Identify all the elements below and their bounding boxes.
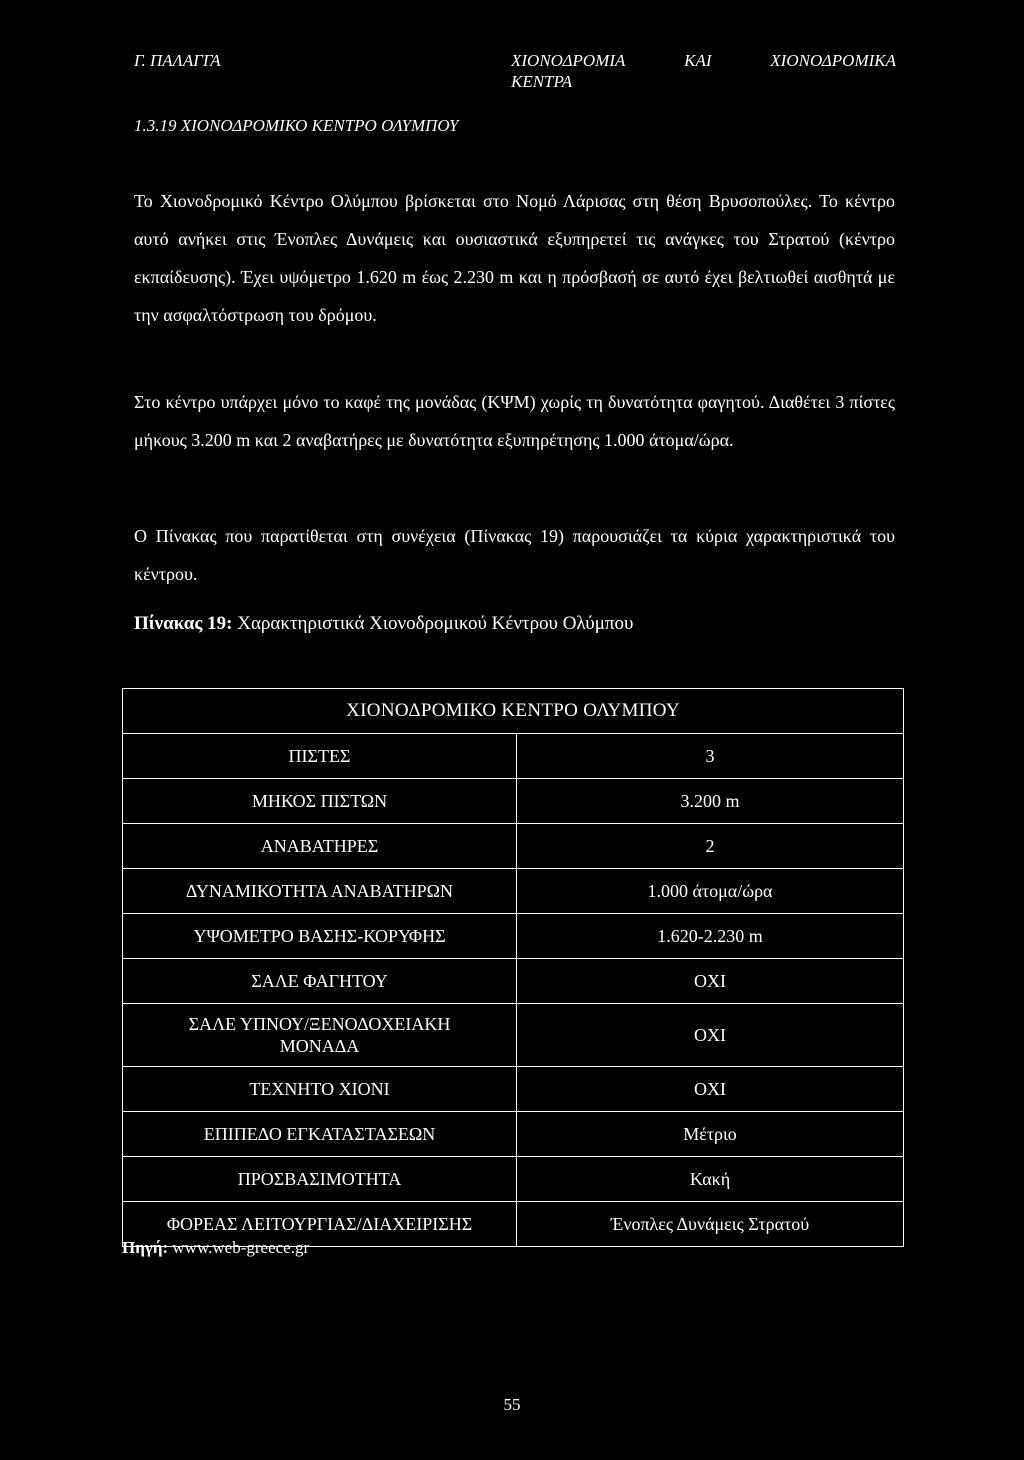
- row-value: ΟΧΙ: [517, 1004, 904, 1067]
- row-key: ΑΝΑΒΑΤΗΡΕΣ: [123, 824, 517, 869]
- page-number: 55: [503, 1395, 521, 1414]
- table-row: [123, 959, 904, 1004]
- features-table: [122, 688, 904, 1247]
- table-row: [123, 1067, 904, 1112]
- table-source: [122, 1238, 309, 1258]
- row-key: ΠΙΣΤΕΣ: [123, 734, 517, 779]
- table-caption-label: Πίνακας 19:: [134, 613, 233, 634]
- row-key: ΔΥΝΑΜΙΚΟΤΗΤΑ ΑΝΑΒΑΤΗΡΩΝ: [123, 869, 517, 914]
- paragraph-facilities: Στο κέντρο υπάρχει μόνο το καφέ της μονάδας (ΚΨΜ) χωρίς τη δυνατότητα φαγητού. Διαθέτει 3 πίστες μήκους 3.200 m και 2 αναβατήρες με δυνατότητα εξυπηρέτησης 1.000 άτομα/ώρα.: [134, 392, 895, 450]
- row-key: ΦΟΡΕΑΣ ΛΕΙΤΟΥΡΓΙΑΣ/ΔΙΑΧΕΙΡΙΣΗΣ: [123, 1202, 517, 1247]
- row-value: Κακή: [517, 1157, 904, 1202]
- row-key: ΤΕΧΝΗΤΟ ΧΙΟΝΙ: [123, 1067, 517, 1112]
- row-key: ΕΠΙΠΕΔΟ ΕΓΚΑΤΑΣΤΑΣΕΩΝ: [123, 1112, 517, 1157]
- row-value: 2: [517, 824, 904, 869]
- running-header-author: Γ. ΠΑΛΑΓΓΑ: [134, 51, 221, 70]
- running-header-word-3: ΧΙΟΝΟΔΡΟΜΙΚΑ: [770, 51, 896, 70]
- source-label: Πηγή:: [122, 1238, 169, 1257]
- row-value: Ένοπλες Δυνάμεις Στρατού: [517, 1202, 904, 1247]
- table-row: [123, 914, 904, 959]
- row-key: ΠΡΟΣΒΑΣΙΜΟΤΗΤΑ: [123, 1157, 517, 1202]
- row-value: ΟΧΙ: [517, 959, 904, 1004]
- row-value: Μέτριο: [517, 1112, 904, 1157]
- row-key: ΣΑΛΕ ΦΑΓΗΤΟΥ: [123, 959, 517, 1004]
- table-row: [123, 1112, 904, 1157]
- table-header-row: [123, 689, 904, 734]
- row-key-text: ΣΑΛΕ ΥΠΝΟΥ/ΞΕΝΟΔΟΧΕΙΑΚΗ ΜΟΝΑΔΑ: [188, 1014, 451, 1056]
- table-row: [123, 869, 904, 914]
- table-caption-text: Χαρακτηριστικά Χιονοδρομικού Κέντρου Ολύμπου: [237, 613, 634, 634]
- table-row: [123, 734, 904, 779]
- row-value: 3.200 m: [517, 779, 904, 824]
- running-header-word-2: ΚΑΙ: [684, 51, 712, 70]
- table-row: [123, 1004, 904, 1067]
- table-caption: [134, 613, 633, 635]
- running-header-word-1: ΧΙΟΝΟΔΡΟΜΙΑ: [511, 51, 626, 70]
- table-row: [123, 1157, 904, 1202]
- source-text: www.web-greece.gr: [172, 1238, 310, 1257]
- row-value: ΟΧΙ: [517, 1067, 904, 1112]
- table-row: [123, 779, 904, 824]
- row-value: 1.000 άτομα/ώρα: [517, 869, 904, 914]
- paragraph-intro: Το Χιονοδρομικό Κέντρο Ολύμπου βρίσκεται στο Νομό Λάρισας στη θέση Βρυσοπούλες. Το κέντρο αυτό ανήκει στις Ένοπλες Δυνάμεις και ουσιαστικά εξυπηρετεί τις ανάγκες του Στρατού (κέντρο εκπαίδευσης). Έχει υψόμετρο 1.620 m έως 2.230 m και η πρόσβασή σε αυτό έχει βελτιωθεί αισθητά με την ασφαλτόστρωση του δρόμου.: [134, 191, 895, 325]
- row-key: ΜΗΚΟΣ ΠΙΣΤΩΝ: [123, 779, 517, 824]
- section-title: 1.3.19 ΧΙΟΝΟΔΡΟΜΙΚΟ ΚΕΝΤΡΟ ΟΛΥΜΠΟΥ: [134, 116, 459, 135]
- running-header-chapter: [511, 50, 896, 92]
- paragraph-table-reference: Ο Πίνακας που παρατίθεται στη συνέχεια (Πίνακας 19) παρουσιάζει τα κύρια χαρακτηριστικά του κέντρου.: [134, 526, 895, 584]
- table-title: ΧΙΟΝΟΔΡΟΜΙΚΟ ΚΕΝΤΡΟ ΟΛΥΜΠΟΥ: [123, 689, 904, 734]
- row-key: [123, 1004, 517, 1067]
- running-header-line-2: ΚΕΝΤΡΑ: [511, 72, 573, 91]
- row-value: 1.620-2.230 m: [517, 914, 904, 959]
- row-value: 3: [517, 734, 904, 779]
- table-row: [123, 824, 904, 869]
- row-key: ΥΨΟΜΕΤΡΟ ΒΑΣΗΣ-ΚΟΡΥΦΗΣ: [123, 914, 517, 959]
